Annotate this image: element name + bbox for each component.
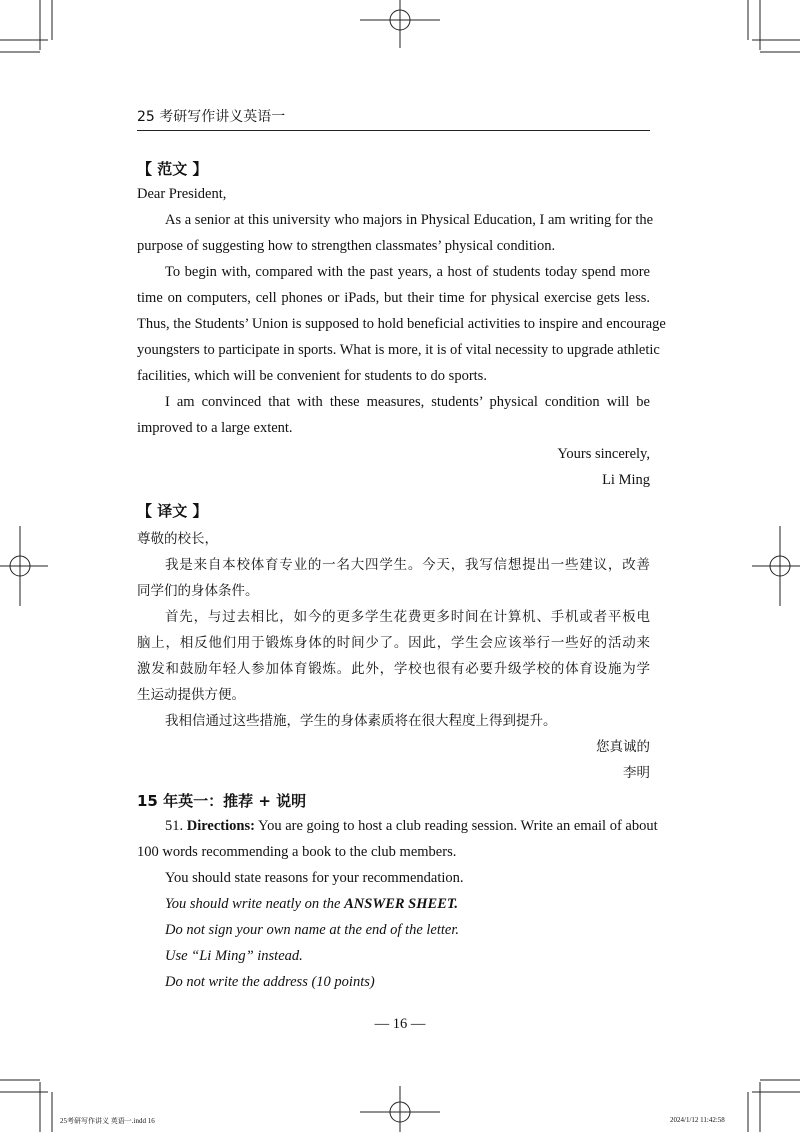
instruction-text: You should write neatly on the [165,896,341,912]
directions-label: Directions: [186,818,255,834]
translation-paragraph-line: 我相信通过这些措施，学生的身体素质将在很大程度上得到提升。 [165,713,557,729]
translation-paragraph-line: 首先，与过去相比，如今的更多学生花费更多时间在计算机、手机或者平板电 [165,609,650,625]
question-heading: 15 年英一：推荐 + 说明 [137,792,307,810]
instruction-line: Do not write the address (10 points) [165,974,375,990]
sample-heading: 【 范文 】 [137,160,208,178]
sample-closing: Yours sincerely, [557,446,650,462]
instruction-line: Do not sign your own name at the end of the letter. [165,922,459,938]
translation-paragraph-line: 脑上，相反他们用于锻炼身体的时间少了。因此，学生会应该举行一些好的活动来 [137,635,650,651]
sample-signature: Li Ming [602,472,650,488]
sample-paragraph-line: I am convinced that with these measures, students’ physical condition will be [165,394,650,410]
translation-paragraph-line: 同学们的身体条件。 [137,583,259,599]
page-number: — 16 — [374,1016,426,1032]
sample-paragraph-line: youngsters to participate in sports. What is more, it is of vital necessity to upgrade athletic [137,342,660,358]
header-title: 25 考研写作讲义英语一 [137,109,286,125]
sample-paragraph-line: improved to a large extent. [137,420,293,436]
translation-heading: 【 译文 】 [137,502,208,520]
sample-paragraph-line: facilities, which will be convenient for students to do sports. [137,368,487,384]
sample-paragraph-line: time on computers, cell phones or iPads, but their time for physical exercise gets less. [137,290,650,306]
translation-paragraph-line: 我是来自本校体育专业的一名大四学生。今天，我写信想提出一些建议，改善 [165,557,650,573]
instruction-line: You should state reasons for your recommendation. [165,870,464,886]
sample-paragraph-line: Thus, the Students’ Union is supposed to hold beneficial activities to inspire and encourage [137,316,666,332]
directions-text-continued: 100 words recommending a book to the club members. [137,844,457,860]
instruction-line [165,896,650,913]
file-slug: 25考研写作讲义 英语一.indd 16 [60,1117,155,1125]
print-timestamp: 2024/1/12 11:42:58 [670,1116,725,1124]
question-number: 51. [165,818,184,834]
directions-text: You are going to host a club reading session. Write an email of about [258,818,658,834]
header-rule [137,130,650,131]
instruction-line: Use “Li Ming” instead. [165,948,303,964]
question-directions-line [165,818,658,835]
sample-greeting: Dear President, [137,186,227,202]
translation-closing: 您真诚的 [596,739,650,755]
sample-paragraph-line: As a senior at this university who majors in Physical Education, I am writing for the [165,212,654,228]
translation-paragraph-line: 激发和鼓励年轻人参加体育锻炼。此外，学校也很有必要升级学校的体育设施为学 [137,661,650,677]
translation-greeting: 尊敬的校长， [137,531,218,547]
answer-sheet-emphasis: ANSWER SHEET. [344,896,459,912]
sample-paragraph-line: To begin with, compared with the past years, a host of students today spend more [165,264,650,280]
sample-paragraph-line: purpose of suggesting how to strengthen classmates’ physical condition. [137,238,556,254]
translation-paragraph-line: 生运动提供方便。 [137,687,245,703]
translation-signature: 李明 [623,765,650,781]
